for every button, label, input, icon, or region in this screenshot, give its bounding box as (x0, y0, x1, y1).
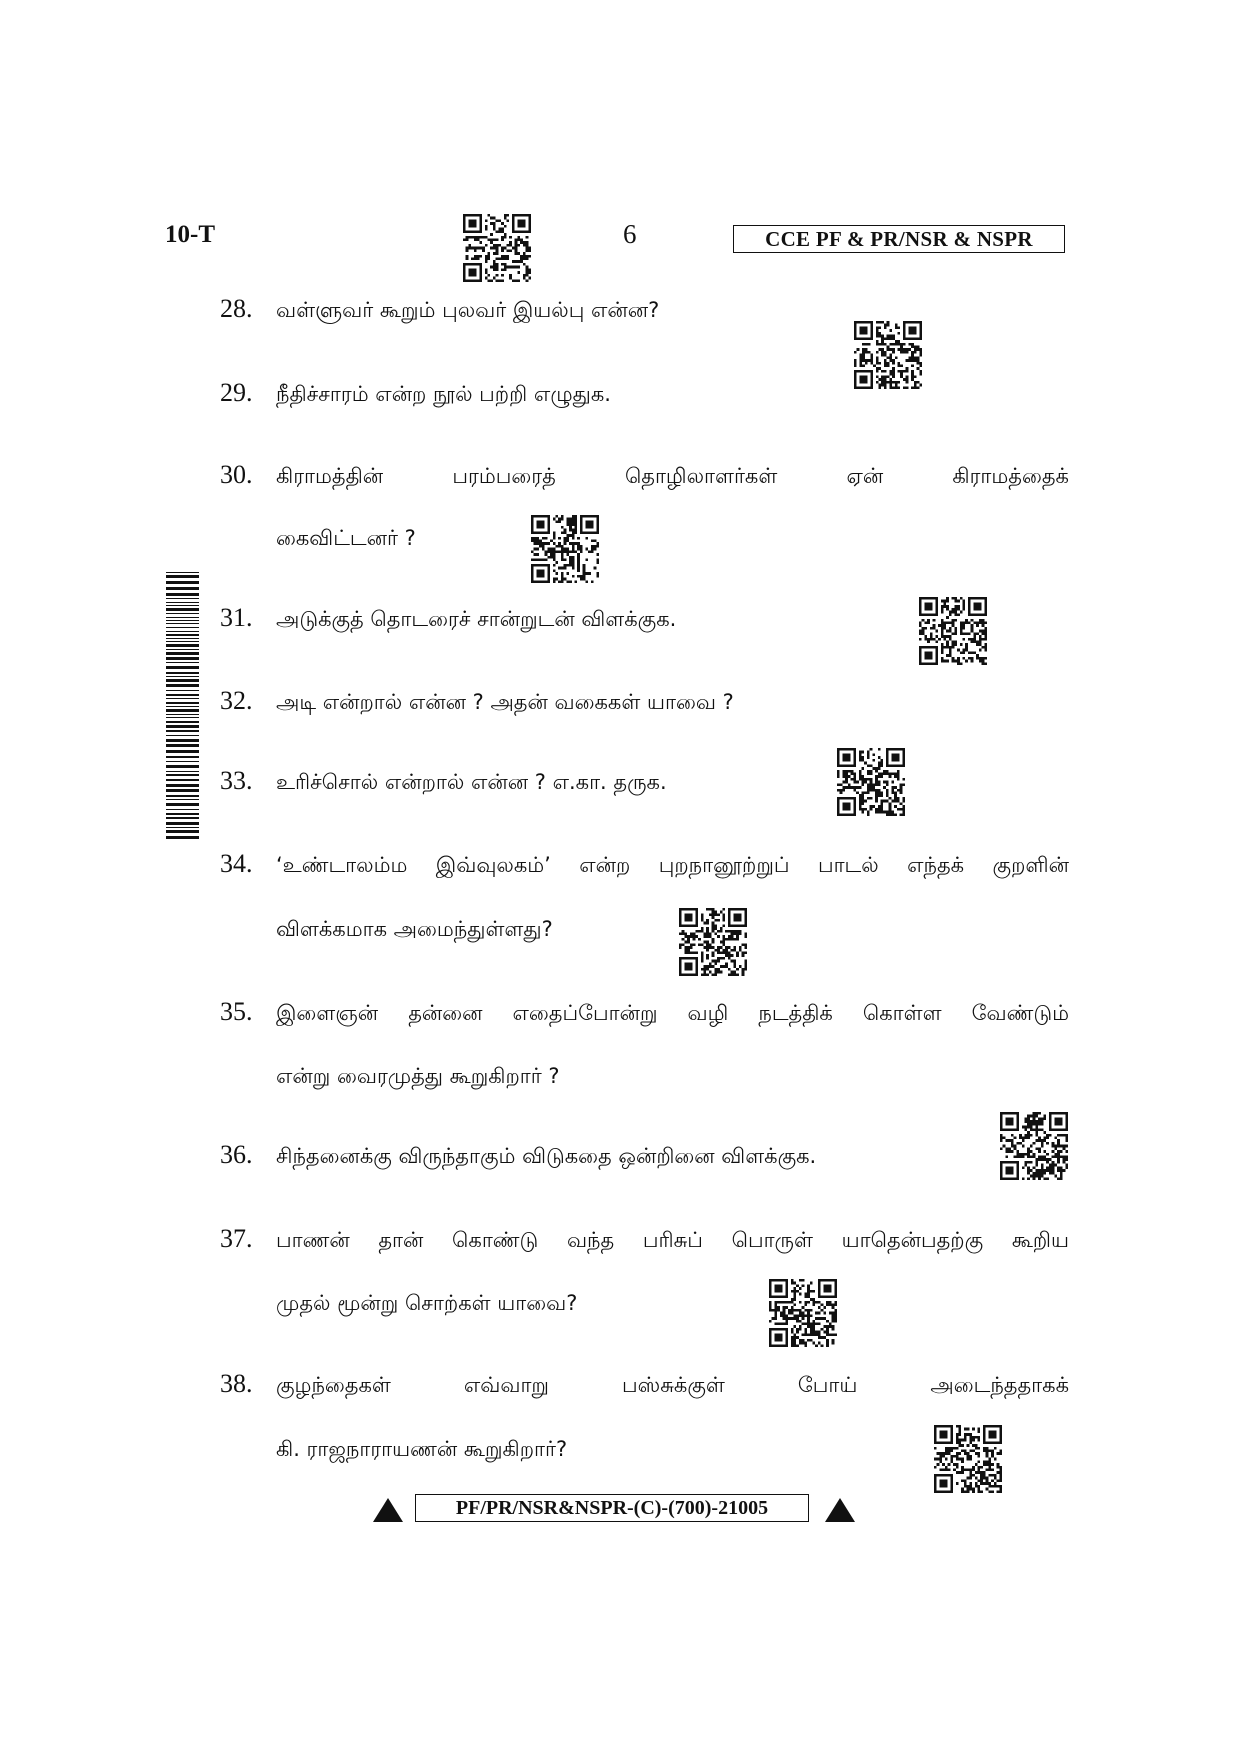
word: குறளின் (992, 853, 1069, 877)
word: வழி (687, 1001, 729, 1025)
question-text (276, 853, 1069, 880)
qr-code-icon (934, 1425, 1002, 1493)
word: கிராமத்தின் (276, 464, 384, 488)
word: இளைஞன் (276, 1001, 379, 1025)
qr-code-icon (679, 908, 747, 976)
question-text-continued: விளக்கமாக அமைந்துள்ளது? (276, 917, 553, 941)
word: ‘உண்டாலம்ம (276, 853, 408, 877)
question-text: உரிச்சொல் என்றால் என்ன ? எ.கா. தருக. (276, 770, 667, 794)
triangle-marker-icon (373, 1498, 403, 1522)
word: புறநானூற்றுப் (658, 853, 790, 877)
word: பரிசுப் (642, 1228, 703, 1252)
triangle-marker-icon (825, 1498, 855, 1522)
qr-code-icon (1000, 1112, 1068, 1180)
question-text (276, 1228, 1069, 1255)
word: பாடல் (817, 853, 879, 877)
barcode-icon (166, 572, 199, 840)
page-number: 6 (623, 219, 637, 249)
qr-code-icon (531, 515, 599, 583)
question-text: சிந்தனைக்கு விருந்தாகும் விடுகதை ஒன்றினை விளக்குக. (276, 1144, 817, 1168)
question-number: 37. (220, 1224, 253, 1253)
question-number: 29. (220, 378, 253, 407)
exam-code-box: CCE PF & PR/NSR & NSPR (733, 225, 1065, 253)
word: பொருள் (731, 1228, 813, 1252)
word: தான் (378, 1228, 424, 1252)
qr-code-icon (769, 1279, 837, 1347)
word: தொழிலாளர்கள் (624, 464, 778, 488)
word: ஏன் (846, 464, 884, 488)
word: கிராமத்தைக் (952, 464, 1069, 488)
qr-code-icon (463, 214, 531, 282)
word: அடைந்ததாகக் (930, 1373, 1069, 1397)
word: போய் (797, 1373, 858, 1397)
question-text-continued: முதல் மூன்று சொற்கள் யாவை? (276, 1291, 578, 1315)
word: குழந்தைகள் (276, 1373, 391, 1397)
question-text: அடுக்குத் தொடரைச் சான்றுடன் விளக்குக. (276, 607, 677, 631)
question-number: 33. (220, 766, 253, 795)
qr-code-icon (854, 321, 922, 389)
word: என்ற (579, 853, 631, 877)
question-text: அடி என்றால் என்ன ? அதன் வகைகள் யாவை ? (276, 690, 734, 714)
word: பஸ்சுக்குள் (622, 1373, 725, 1397)
question-number: 31. (220, 603, 253, 632)
question-number: 36. (220, 1140, 253, 1169)
word: கூறிய (1011, 1228, 1069, 1252)
question-number: 38. (220, 1369, 253, 1398)
word: எவ்வாறு (463, 1373, 549, 1397)
question-number: 30. (220, 460, 253, 489)
word: நடத்திக் (758, 1001, 833, 1025)
word: எந்தக் (907, 853, 965, 877)
question-text: வள்ளுவர் கூறும் புலவர் இயல்பு என்ன? (276, 298, 660, 322)
word: தன்னை (408, 1001, 483, 1025)
word: வேண்டும் (971, 1001, 1069, 1025)
question-number: 35. (220, 997, 253, 1026)
word: யாதென்பதற்கு (841, 1228, 984, 1252)
question-text (276, 1001, 1069, 1028)
word: கொண்டு (452, 1228, 539, 1252)
word: பரம்பரைத் (452, 464, 556, 488)
question-text (276, 1373, 1069, 1400)
question-number: 28. (220, 294, 253, 323)
question-number: 32. (220, 686, 253, 715)
word: இவ்வுலகம்’ (435, 853, 551, 877)
word: எதைப்போன்று (512, 1001, 658, 1025)
qr-code-icon (919, 597, 987, 665)
question-text-continued: கி. ராஜநாராயணன் கூறுகிறார்? (276, 1437, 568, 1461)
word: வந்த (566, 1228, 615, 1252)
question-text (276, 464, 1069, 491)
qr-code-icon (837, 748, 905, 816)
question-text-continued: என்று வைரமுத்து கூறுகிறார் ? (276, 1064, 560, 1088)
word: கொள்ள (862, 1001, 942, 1025)
question-number: 34. (220, 849, 253, 878)
footer-code-box: PF/PR/NSR&NSPR-(C)-(700)-21005 (415, 1494, 809, 1522)
paper-code-left: 10-T (165, 221, 215, 248)
word: பாணன் (276, 1228, 350, 1252)
question-text: நீதிச்சாரம் என்ற நூல் பற்றி எழுதுக. (276, 382, 611, 406)
question-text-continued: கைவிட்டனர் ? (276, 526, 416, 550)
